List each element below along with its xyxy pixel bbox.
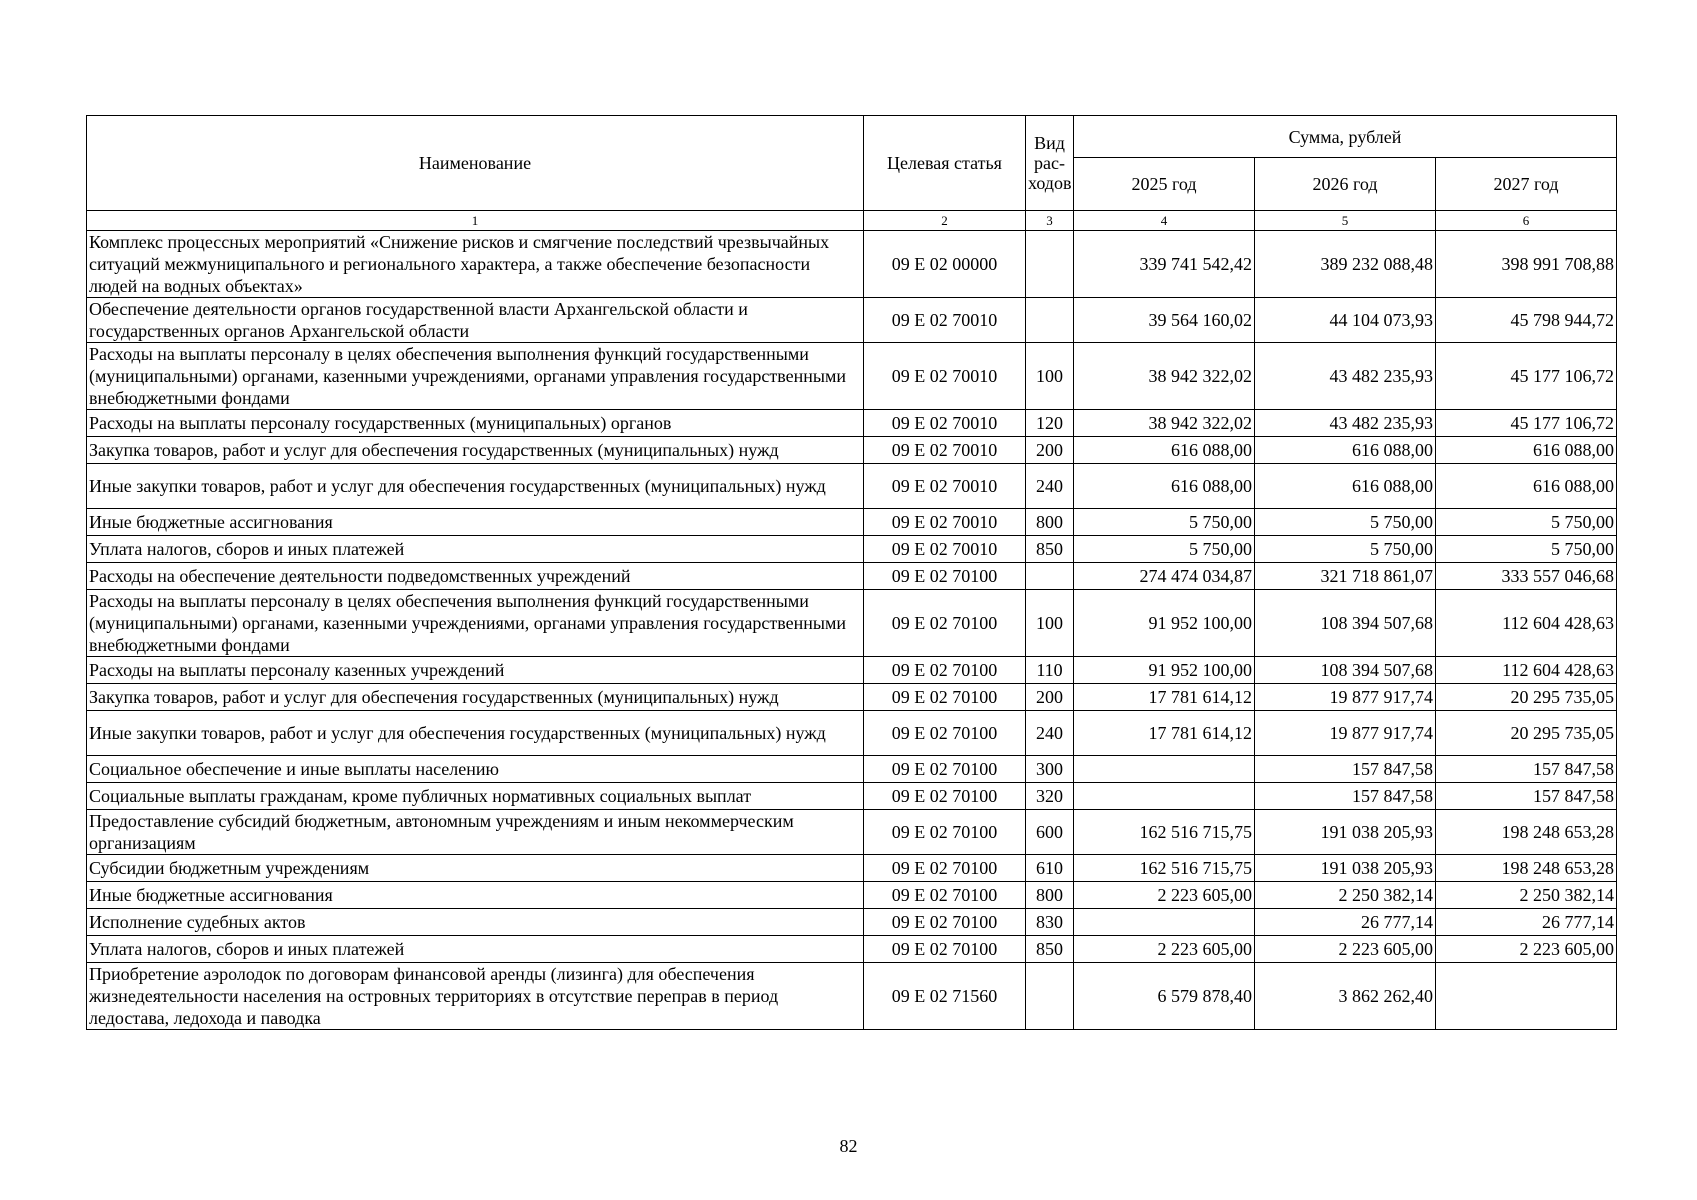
table-row (87, 464, 1617, 509)
row-target-code: 09 Е 02 70100 (864, 756, 1026, 783)
row-amount-2027: 616 088,00 (1436, 437, 1617, 464)
column-number: 5 (1255, 211, 1436, 231)
row-amount-2027: 45 177 106,72 (1436, 410, 1617, 437)
row-amount-2025: 339 741 542,42 (1074, 231, 1255, 298)
table-row (87, 298, 1617, 343)
row-name: Расходы на выплаты персоналу в целях обеспечения выполнения функций государственными (муниципальными) органами, казенными учреждениями, органами управления государственными внебюджетными фондами (87, 343, 864, 410)
row-amount-2025: 162 516 715,75 (1074, 855, 1255, 882)
row-expense-type: 200 (1026, 684, 1074, 711)
row-target-code: 09 Е 02 71560 (864, 963, 1026, 1030)
row-name: Расходы на выплаты персоналу в целях обеспечения выполнения функций государственными (муниципальными) органами, казенными учреждениями, органами управления государственными внебюджетными фондами (87, 590, 864, 657)
table-row (87, 437, 1617, 464)
row-amount-2026: 5 750,00 (1255, 536, 1436, 563)
row-target-code: 09 Е 02 70010 (864, 509, 1026, 536)
row-target-code: 09 Е 02 70100 (864, 855, 1026, 882)
row-amount-2025: 6 579 878,40 (1074, 963, 1255, 1030)
table-row (87, 783, 1617, 810)
row-expense-type: 100 (1026, 590, 1074, 657)
row-target-code: 09 Е 02 70010 (864, 343, 1026, 410)
header-year-2026: 2026 год (1255, 158, 1436, 211)
header-vid: Вид рас-ходов (1026, 116, 1074, 211)
row-amount-2026: 389 232 088,48 (1255, 231, 1436, 298)
column-number: 4 (1074, 211, 1255, 231)
row-name: Социальные выплаты гражданам, кроме публичных нормативных социальных выплат (87, 783, 864, 810)
row-expense-type: 850 (1026, 536, 1074, 563)
row-target-code: 09 Е 02 70010 (864, 437, 1026, 464)
row-amount-2025 (1074, 783, 1255, 810)
row-expense-type (1026, 563, 1074, 590)
table-row (87, 936, 1617, 963)
row-amount-2027: 157 847,58 (1436, 756, 1617, 783)
header-year-2027: 2027 год (1436, 158, 1617, 211)
row-amount-2025: 616 088,00 (1074, 464, 1255, 509)
row-amount-2027: 5 750,00 (1436, 509, 1617, 536)
row-expense-type: 110 (1026, 657, 1074, 684)
header-name: Наименование (87, 116, 864, 211)
row-expense-type: 240 (1026, 711, 1074, 756)
row-amount-2026: 191 038 205,93 (1255, 855, 1436, 882)
row-amount-2025: 2 223 605,00 (1074, 936, 1255, 963)
row-expense-type: 320 (1026, 783, 1074, 810)
row-amount-2027: 2 223 605,00 (1436, 936, 1617, 963)
row-name: Иные бюджетные ассигнования (87, 882, 864, 909)
row-target-code: 09 Е 02 70100 (864, 810, 1026, 855)
row-amount-2026: 2 250 382,14 (1255, 882, 1436, 909)
column-number: 1 (87, 211, 864, 231)
row-amount-2027: 198 248 653,28 (1436, 810, 1617, 855)
row-expense-type: 830 (1026, 909, 1074, 936)
row-target-code: 09 Е 02 70100 (864, 882, 1026, 909)
row-amount-2026: 43 482 235,93 (1255, 410, 1436, 437)
column-number: 2 (864, 211, 1026, 231)
table-row (87, 684, 1617, 711)
row-amount-2026: 26 777,14 (1255, 909, 1436, 936)
row-amount-2025 (1074, 756, 1255, 783)
row-amount-2025: 5 750,00 (1074, 509, 1255, 536)
row-amount-2027: 20 295 735,05 (1436, 711, 1617, 756)
row-amount-2026: 108 394 507,68 (1255, 590, 1436, 657)
row-target-code: 09 Е 02 70100 (864, 936, 1026, 963)
row-name: Расходы на обеспечение деятельности подведомственных учреждений (87, 563, 864, 590)
budget-table (86, 115, 1617, 1030)
row-expense-type (1026, 231, 1074, 298)
row-name: Комплекс процессных мероприятий «Снижение рисков и смягчение последствий чрезвычайных ситуаций межмуниципального и регионального характера, а также обеспечение безопасности людей на водных объектах» (87, 231, 864, 298)
row-amount-2026: 616 088,00 (1255, 437, 1436, 464)
row-amount-2027: 112 604 428,63 (1436, 590, 1617, 657)
header-target: Целевая статья (864, 116, 1026, 211)
row-target-code: 09 Е 02 70100 (864, 657, 1026, 684)
row-amount-2027: 45 798 944,72 (1436, 298, 1617, 343)
row-name: Исполнение судебных актов (87, 909, 864, 936)
column-number-row (87, 211, 1617, 231)
row-amount-2026: 19 877 917,74 (1255, 711, 1436, 756)
row-target-code: 09 Е 02 70100 (864, 590, 1026, 657)
row-amount-2026: 157 847,58 (1255, 756, 1436, 783)
row-name: Иные закупки товаров, работ и услуг для обеспечения государственных (муниципальных) нужд (87, 464, 864, 509)
row-amount-2025: 38 942 322,02 (1074, 343, 1255, 410)
column-number: 6 (1436, 211, 1617, 231)
column-numbers (87, 211, 1617, 231)
row-name: Уплата налогов, сборов и иных платежей (87, 536, 864, 563)
row-amount-2027: 5 750,00 (1436, 536, 1617, 563)
row-name: Предоставление субсидий бюджетным, автономным учреждениям и иным некоммерческим организациям (87, 810, 864, 855)
row-name: Расходы на выплаты персоналу казенных учреждений (87, 657, 864, 684)
row-expense-type: 100 (1026, 343, 1074, 410)
row-amount-2027: 26 777,14 (1436, 909, 1617, 936)
row-expense-type (1026, 963, 1074, 1030)
row-amount-2027: 157 847,58 (1436, 783, 1617, 810)
row-amount-2027 (1436, 963, 1617, 1030)
table-row (87, 810, 1617, 855)
row-expense-type: 610 (1026, 855, 1074, 882)
table-row (87, 909, 1617, 936)
table-body (87, 231, 1617, 1030)
row-target-code: 09 Е 02 70010 (864, 464, 1026, 509)
row-name: Расходы на выплаты персоналу государственных (муниципальных) органов (87, 410, 864, 437)
row-amount-2025: 17 781 614,12 (1074, 684, 1255, 711)
row-amount-2026: 19 877 917,74 (1255, 684, 1436, 711)
row-name: Закупка товаров, работ и услуг для обеспечения государственных (муниципальных) нужд (87, 684, 864, 711)
row-amount-2025: 274 474 034,87 (1074, 563, 1255, 590)
row-amount-2027: 198 248 653,28 (1436, 855, 1617, 882)
row-expense-type: 850 (1026, 936, 1074, 963)
table-row (87, 231, 1617, 298)
row-expense-type: 800 (1026, 882, 1074, 909)
header-year-2025: 2025 год (1074, 158, 1255, 211)
row-amount-2025: 5 750,00 (1074, 536, 1255, 563)
row-target-code: 09 Е 02 70010 (864, 536, 1026, 563)
row-name: Обеспечение деятельности органов государственной власти Архангельской области и государственных органов Архангельской области (87, 298, 864, 343)
row-amount-2026: 108 394 507,68 (1255, 657, 1436, 684)
row-target-code: 09 Е 02 70100 (864, 909, 1026, 936)
row-amount-2026: 2 223 605,00 (1255, 936, 1436, 963)
row-amount-2027: 333 557 046,68 (1436, 563, 1617, 590)
row-amount-2026: 3 862 262,40 (1255, 963, 1436, 1030)
row-target-code: 09 Е 02 70100 (864, 684, 1026, 711)
row-amount-2026: 43 482 235,93 (1255, 343, 1436, 410)
row-target-code: 09 Е 02 70100 (864, 563, 1026, 590)
row-amount-2025: 39 564 160,02 (1074, 298, 1255, 343)
table-row (87, 882, 1617, 909)
row-target-code: 09 Е 02 70010 (864, 410, 1026, 437)
table-row (87, 410, 1617, 437)
row-amount-2025: 38 942 322,02 (1074, 410, 1255, 437)
table-row (87, 590, 1617, 657)
row-name: Иные закупки товаров, работ и услуг для обеспечения государственных (муниципальных) нужд (87, 711, 864, 756)
row-amount-2025: 17 781 614,12 (1074, 711, 1255, 756)
table-row (87, 657, 1617, 684)
row-amount-2026: 321 718 861,07 (1255, 563, 1436, 590)
row-expense-type: 240 (1026, 464, 1074, 509)
row-name: Приобретение аэролодок по договорам финансовой аренды (лизинга) для обеспечения жизнедеятельности населения на островных территориях в отсутствие переправ в период ледостава, ледохода и паводка (87, 963, 864, 1030)
row-amount-2027: 112 604 428,63 (1436, 657, 1617, 684)
row-amount-2026: 44 104 073,93 (1255, 298, 1436, 343)
row-target-code: 09 Е 02 00000 (864, 231, 1026, 298)
row-amount-2027: 398 991 708,88 (1436, 231, 1617, 298)
row-expense-type: 200 (1026, 437, 1074, 464)
row-target-code: 09 Е 02 70100 (864, 711, 1026, 756)
row-name: Закупка товаров, работ и услуг для обеспечения государственных (муниципальных) нужд (87, 437, 864, 464)
row-amount-2025: 2 223 605,00 (1074, 882, 1255, 909)
table-row (87, 509, 1617, 536)
table-row (87, 343, 1617, 410)
row-amount-2026: 5 750,00 (1255, 509, 1436, 536)
row-amount-2027: 2 250 382,14 (1436, 882, 1617, 909)
row-name: Уплата налогов, сборов и иных платежей (87, 936, 864, 963)
row-amount-2026: 157 847,58 (1255, 783, 1436, 810)
row-amount-2027: 616 088,00 (1436, 464, 1617, 509)
row-name: Иные бюджетные ассигнования (87, 509, 864, 536)
row-amount-2025: 162 516 715,75 (1074, 810, 1255, 855)
table-row (87, 855, 1617, 882)
row-amount-2026: 616 088,00 (1255, 464, 1436, 509)
row-expense-type: 300 (1026, 756, 1074, 783)
row-name: Социальное обеспечение и иные выплаты населению (87, 756, 864, 783)
row-target-code: 09 Е 02 70010 (864, 298, 1026, 343)
table-row (87, 536, 1617, 563)
row-expense-type: 800 (1026, 509, 1074, 536)
table-row (87, 756, 1617, 783)
table-row (87, 963, 1617, 1030)
row-amount-2027: 45 177 106,72 (1436, 343, 1617, 410)
row-expense-type: 600 (1026, 810, 1074, 855)
header-sum: Сумма, рублей (1074, 116, 1617, 158)
table-row (87, 563, 1617, 590)
row-amount-2025: 91 952 100,00 (1074, 657, 1255, 684)
row-name: Субсидии бюджетным учреждениям (87, 855, 864, 882)
row-expense-type (1026, 298, 1074, 343)
row-amount-2025: 91 952 100,00 (1074, 590, 1255, 657)
table-header (87, 116, 1617, 211)
row-amount-2026: 191 038 205,93 (1255, 810, 1436, 855)
table-row (87, 711, 1617, 756)
row-expense-type: 120 (1026, 410, 1074, 437)
column-number: 3 (1026, 211, 1074, 231)
page-number: 82 (839, 1136, 858, 1156)
row-amount-2027: 20 295 735,05 (1436, 684, 1617, 711)
row-amount-2025: 616 088,00 (1074, 437, 1255, 464)
row-target-code: 09 Е 02 70100 (864, 783, 1026, 810)
row-amount-2025 (1074, 909, 1255, 936)
